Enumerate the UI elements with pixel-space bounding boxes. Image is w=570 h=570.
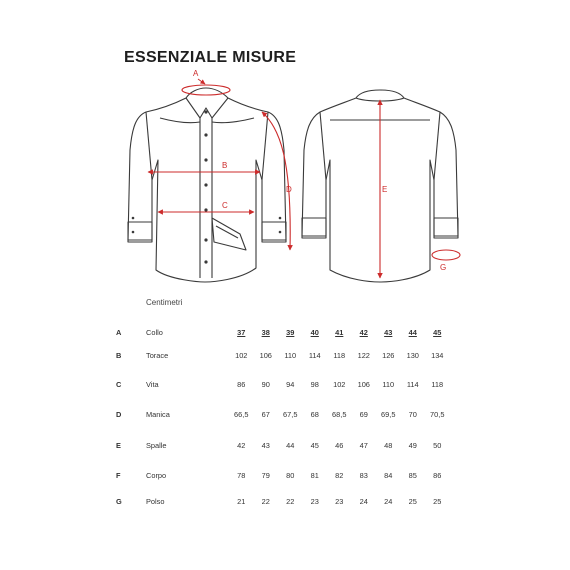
row-name: Manica bbox=[146, 409, 170, 419]
size-header-cell: 45 bbox=[433, 327, 442, 337]
row-letter: B bbox=[116, 350, 122, 360]
label-g: G bbox=[440, 263, 447, 272]
row-name: Corpo bbox=[146, 470, 167, 480]
table-row bbox=[116, 398, 450, 430]
row-letter: E bbox=[116, 440, 121, 450]
size-value-cell: 68,5 bbox=[332, 409, 347, 419]
size-value-cell: 130 bbox=[406, 350, 419, 360]
label-c: C bbox=[222, 201, 228, 210]
size-value-cell: 94 bbox=[286, 379, 295, 389]
size-value-cell: 84 bbox=[384, 470, 393, 480]
page-title: ESSENZIALE MISURE bbox=[124, 49, 297, 66]
size-value-cell: 23 bbox=[335, 496, 344, 506]
size-value-cell: 110 bbox=[382, 379, 395, 389]
size-value-cell: 66,5 bbox=[234, 409, 249, 419]
size-value-cell: 114 bbox=[308, 350, 321, 360]
size-header-cell: 38 bbox=[261, 327, 270, 337]
size-value-cell: 45 bbox=[310, 440, 319, 450]
size-value-cell: 69 bbox=[359, 409, 368, 419]
row-letter: F bbox=[116, 470, 121, 480]
size-value-cell: 78 bbox=[237, 470, 246, 480]
size-value-cell: 43 bbox=[261, 440, 270, 450]
size-value-cell: 102 bbox=[235, 350, 248, 360]
size-value-cell: 98 bbox=[310, 379, 319, 389]
size-value-cell: 79 bbox=[261, 470, 270, 480]
size-header-cell: 44 bbox=[408, 327, 417, 337]
size-value-cell: 118 bbox=[431, 379, 444, 389]
front-buttons bbox=[132, 110, 282, 263]
size-value-cell: 44 bbox=[286, 440, 295, 450]
table-row bbox=[116, 340, 450, 370]
size-value-cell: 122 bbox=[357, 350, 370, 360]
size-header-cell: 42 bbox=[359, 327, 368, 337]
row-letter: A bbox=[116, 327, 122, 337]
size-value-cell: 68 bbox=[310, 409, 319, 419]
table-row bbox=[116, 430, 450, 460]
size-value-cell: 134 bbox=[431, 350, 444, 360]
measure-wrist bbox=[432, 250, 460, 260]
size-value-cell: 85 bbox=[408, 470, 417, 480]
label-b: B bbox=[222, 161, 228, 170]
size-value-cell: 110 bbox=[284, 350, 297, 360]
row-letter: C bbox=[116, 379, 122, 389]
size-header-cell: 40 bbox=[310, 327, 319, 337]
row-name: Torace bbox=[146, 350, 169, 360]
size-value-cell: 81 bbox=[310, 470, 319, 480]
row-name: Polso bbox=[146, 496, 165, 506]
size-value-cell: 24 bbox=[384, 496, 393, 506]
size-value-cell: 82 bbox=[335, 470, 344, 480]
size-header-cell: 39 bbox=[286, 327, 295, 337]
size-value-cell: 46 bbox=[335, 440, 344, 450]
size-header-cell: 37 bbox=[237, 327, 246, 337]
row-letter: G bbox=[116, 496, 122, 506]
size-value-cell: 50 bbox=[433, 440, 442, 450]
size-table bbox=[116, 324, 450, 512]
size-header-cell: 43 bbox=[384, 327, 393, 337]
size-value-cell: 67,5 bbox=[283, 409, 298, 419]
table-row bbox=[116, 460, 450, 490]
size-value-cell: 69,5 bbox=[381, 409, 396, 419]
size-value-cell: 48 bbox=[384, 440, 393, 450]
size-value-cell: 126 bbox=[382, 350, 395, 360]
row-letter: D bbox=[116, 409, 122, 419]
size-value-cell: 23 bbox=[310, 496, 319, 506]
size-value-cell: 25 bbox=[408, 496, 417, 506]
size-value-cell: 22 bbox=[261, 496, 270, 506]
measure-neck bbox=[182, 85, 230, 95]
table-row bbox=[116, 370, 450, 398]
size-value-cell: 25 bbox=[433, 496, 442, 506]
label-d: D bbox=[286, 185, 292, 194]
size-value-cell: 70,5 bbox=[430, 409, 445, 419]
size-value-cell: 102 bbox=[333, 379, 346, 389]
size-value-cell: 21 bbox=[237, 496, 246, 506]
size-header-cell: 41 bbox=[335, 327, 344, 337]
size-value-cell: 90 bbox=[261, 379, 270, 389]
table-row bbox=[116, 490, 450, 512]
size-value-cell: 67 bbox=[261, 409, 270, 419]
table-header-row bbox=[116, 324, 450, 340]
size-value-cell: 118 bbox=[333, 350, 346, 360]
size-value-cell: 70 bbox=[408, 409, 417, 419]
size-value-cell: 106 bbox=[357, 379, 370, 389]
label-e: E bbox=[382, 185, 388, 194]
row-name: Spalle bbox=[146, 440, 167, 450]
unit-label: Centimetri bbox=[146, 298, 183, 307]
size-value-cell: 83 bbox=[359, 470, 368, 480]
size-value-cell: 47 bbox=[359, 440, 368, 450]
size-value-cell: 24 bbox=[359, 496, 368, 506]
arrow-a bbox=[198, 79, 205, 84]
size-value-cell: 86 bbox=[237, 379, 246, 389]
size-value-cell: 49 bbox=[408, 440, 417, 450]
size-value-cell: 106 bbox=[259, 350, 272, 360]
size-value-cell: 80 bbox=[286, 470, 295, 480]
row-name: Collo bbox=[146, 327, 163, 337]
row-name: Vita bbox=[146, 379, 159, 389]
size-value-cell: 42 bbox=[237, 440, 246, 450]
size-value-cell: 114 bbox=[406, 379, 419, 389]
size-value-cell: 86 bbox=[433, 470, 442, 480]
size-value-cell: 22 bbox=[286, 496, 295, 506]
label-a: A bbox=[193, 69, 199, 78]
